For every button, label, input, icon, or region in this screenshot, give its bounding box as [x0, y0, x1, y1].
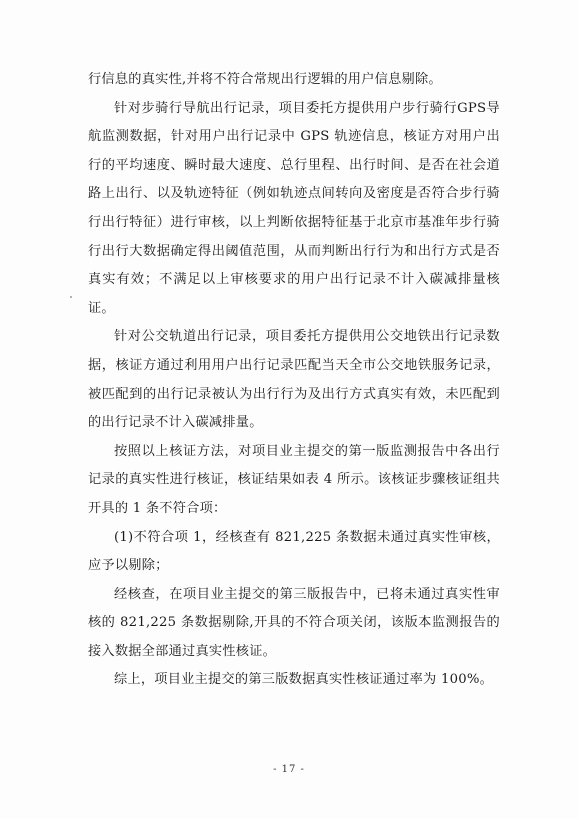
document-body	[88, 66, 500, 695]
paragraph-cycling-walking-records: 针对步骑行导航出行记录，项目委托方提供用户步行骑行GPS导航监测数据，针对用户出行记录中 GPS 轨迹信息，核证方对用户出行的平均速度、瞬时最大速度、总行里程、出行时间、是否在社会道路上出行、以及轨迹特征（例如轨迹点间转向及密度是否符合步行骑行出行特征）进行审核，以上判断依据特征基于北京市基准年步行骑行出行大数据确定得出阈值范围，从而判断出行行为和出行方式是否真实有效；不满足以上审核要求的用户出行记录不计入碳减排量核证。	[88, 100, 500, 316]
paragraph-continuation: 行信息的真实性,并将不符合常规出行逻辑的用户信息剔除。	[88, 72, 442, 87]
paragraph-review-result: 经核查，在项目业主提交的第三版报告中，已将未通过真实性审核的 821,225 条数据剔除,开具的不符合项关闭，该版本监测报告的接入数据全部通过真实性核证。	[88, 586, 500, 659]
scan-speck	[70, 296, 72, 298]
paragraph-conclusion: 综上，项目业主提交的第三版数据真实性核证通过率为 100%。	[114, 672, 494, 688]
paragraph-nonconformity-1: (1)不符合项 1，经核查有 821,225 条数据未通过真实性审核，应予以剔除；	[88, 529, 500, 574]
paragraph-transit-records: 针对公交轨道出行记录，项目委托方提供用公交地铁出行记录数据，核证方通过利用用户出行记录匹配当天全市公交地铁服务记录，被匹配到的出行记录被认为出行行为及出行方式真实有效，未匹配到的出行记录不计入碳减排量。	[88, 329, 500, 431]
paragraph-verification-method: 按照以上核证方法，对项目业主提交的第一版监测报告中各出行记录的真实性进行核证，核证结果如表 4 所示。该核证步骤核证组共开具的 1 条不符合项：	[88, 443, 500, 516]
page-number: - 17 -	[273, 764, 305, 775]
